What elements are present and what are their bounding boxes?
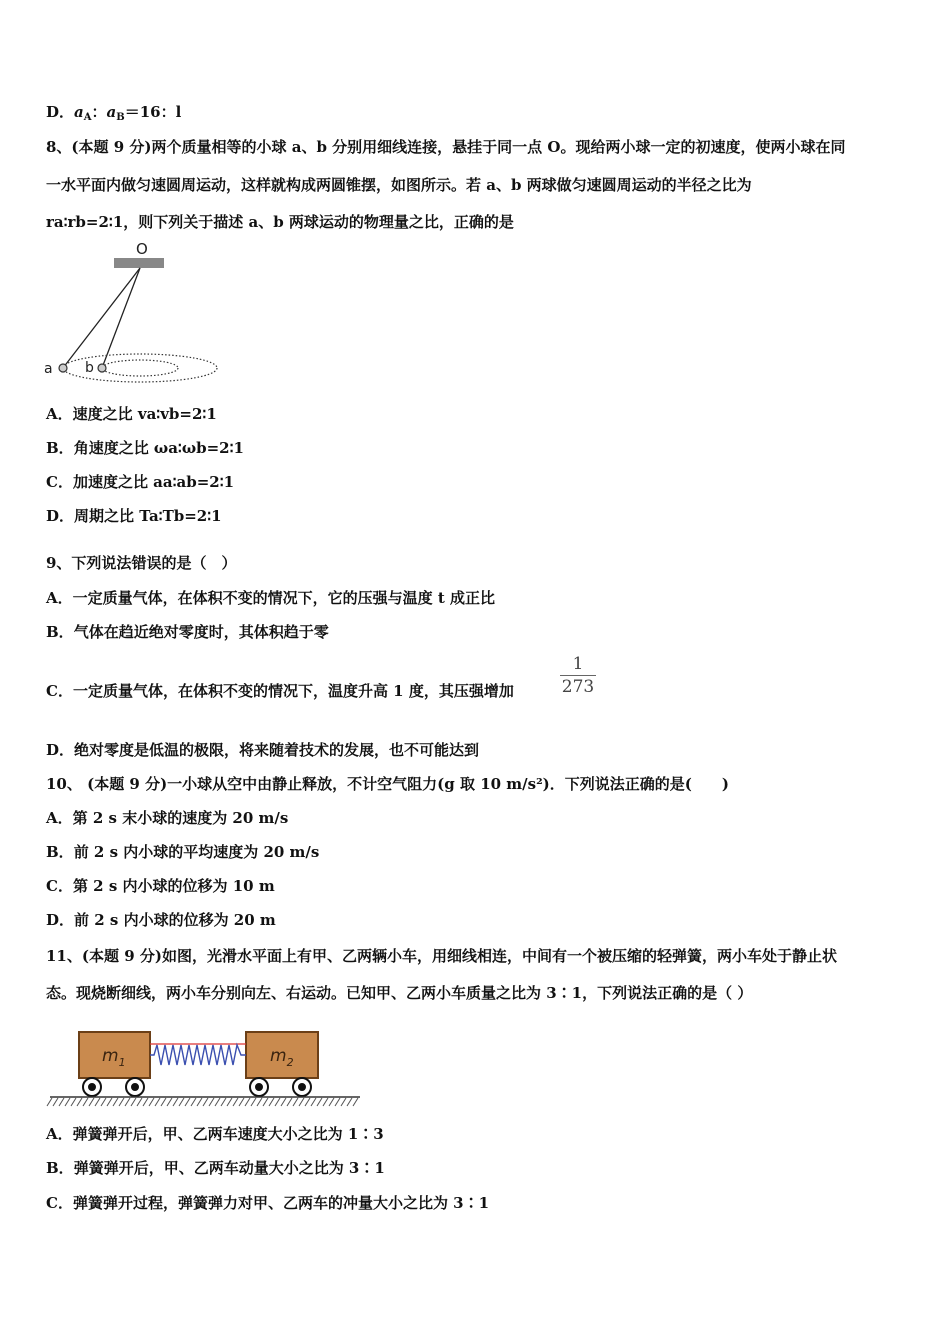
q10-stem: 10、 (本题 9 分)一小球从空中由静止释放，不计空气阻力(g 取 10 m/s²)．下列说法正确的是( ): [46, 775, 729, 793]
q9-option-b: B．气体在趋近绝对零度时，其体积趋于零: [46, 623, 329, 641]
q11-option-c: C．弹簧弹开过程，弹簧弹力对甲、乙两车的冲量大小之比为 3∶1: [46, 1194, 490, 1212]
cart-1-label: $m_1$: [102, 1046, 126, 1069]
wheels: [83, 1078, 311, 1096]
ground-hatching: [47, 1098, 358, 1106]
q7-option-d: D．$a_A$：$a_B=16$：l: [46, 103, 182, 123]
q10-option-c: C．第 2 s 内小球的位移为 10 m: [46, 877, 275, 895]
q11-option-b: B．弹簧弹开后，甲、乙两车动量大小之比为 3∶1: [46, 1159, 385, 1177]
q11-stem-line2: 态。现烧断细线，两小车分别向左、右运动。已知甲、乙两小车质量之比为 3∶1，下列说法正确的是（ ）: [46, 984, 753, 1002]
ball-a: [59, 364, 67, 372]
label-a: a: [44, 361, 53, 377]
fraction-1-over-273: 1 273: [561, 654, 595, 697]
q8-stem-line1: 8、(本题 9 分)两个质量相等的小球 a、b 分别用细线连接，悬挂于同一点 O。现给两小球一定的初速度，使两小球在同: [46, 138, 846, 156]
q8-option-a: A．速度之比 va∶vb=2∶1: [46, 405, 217, 423]
q10-option-a: A．第 2 s 末小球的速度为 20 m/s: [46, 809, 289, 827]
label-o: O: [136, 240, 148, 258]
q10-option-d: D．前 2 s 内小球的位移为 20 m: [46, 911, 276, 929]
q8-option-c: C．加速度之比 aa∶ab=2∶1: [46, 473, 235, 491]
q9-stem: 9、下列说法错误的是（ ）: [46, 554, 237, 572]
q11-option-a: A．弹簧弹开后，甲、乙两车速度大小之比为 1∶3: [46, 1125, 384, 1143]
q8-stem-line2: 一水平面内做匀速圆周运动，这样就构成两圆锥摆，如图所示。若 a、b 两球做匀速圆周运动的半径之比为: [46, 176, 752, 194]
cart-2-label: $m_2$: [270, 1046, 294, 1069]
ceiling-support: [114, 258, 164, 268]
spring: [150, 1045, 246, 1065]
string-b: [102, 268, 140, 368]
q9-option-c: C．一定质量气体，在体积不变的情况下，温度升高 1 度，其压强增加: [46, 682, 514, 700]
orbit-b: [102, 360, 178, 376]
q9-option-a: A．一定质量气体，在体积不变的情况下，它的压强与温度 t 成正比: [46, 589, 496, 607]
q10-option-b: B．前 2 s 内小球的平均速度为 20 m/s: [46, 843, 320, 861]
q8-option-d: D．周期之比 Ta∶Tb=2∶1: [46, 507, 222, 525]
label-b: b: [85, 360, 94, 376]
q8-option-b: B．角速度之比 ωa∶ωb=2∶1: [46, 439, 244, 457]
conical-pendulum-figure: [40, 238, 230, 388]
carts-spring-figure: [46, 1026, 366, 1112]
q9-option-d: D．绝对零度是低温的极限，将来随着技术的发展，也不可能达到: [46, 741, 480, 759]
q11-stem-line1: 11、(本题 9 分)如图，光滑水平面上有甲、乙两辆小车，用细线相连，中间有一个被压缩的轻弹簧，两小车处于静止状: [46, 947, 837, 965]
string-a: [63, 268, 140, 368]
ball-b: [98, 364, 106, 372]
q8-stem-line3: ra∶rb=2∶1，则下列关于描述 a、b 两球运动的物理量之比，正确的是: [46, 213, 514, 231]
